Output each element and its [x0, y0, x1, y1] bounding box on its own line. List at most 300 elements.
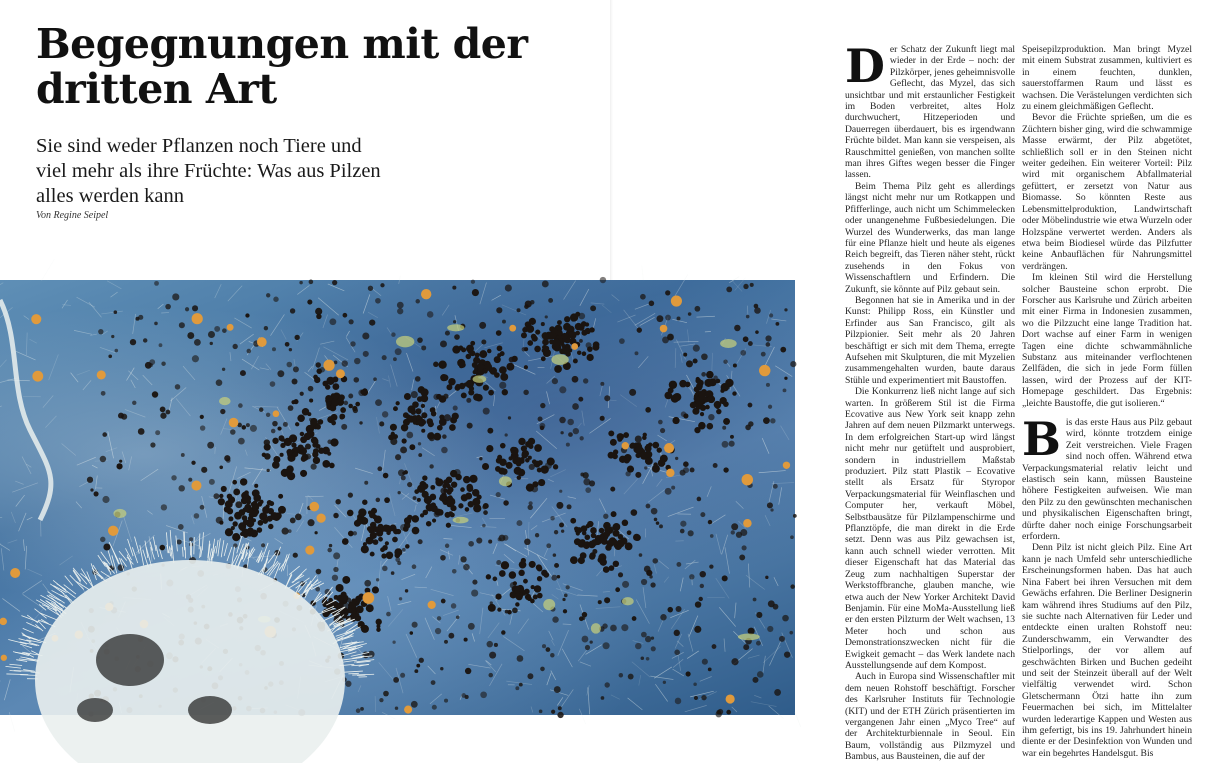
spore-dot — [100, 456, 106, 462]
spore-dot — [334, 595, 339, 600]
spore-dot — [518, 438, 525, 445]
spore-dot — [111, 335, 114, 338]
spore-dot — [680, 529, 685, 534]
spore-dot — [524, 365, 528, 369]
spore-dot — [438, 361, 446, 369]
spore-dot — [556, 365, 560, 369]
spore-dot — [327, 452, 331, 456]
spore-dot — [460, 487, 465, 492]
mycelium-thread — [221, 419, 227, 435]
sprout — [622, 597, 634, 605]
mycelium-thread — [260, 368, 269, 370]
spore-dot — [94, 491, 99, 496]
spore-dot — [554, 530, 558, 534]
spore-dot — [353, 531, 357, 535]
spore-dot — [341, 612, 347, 618]
spore-dot — [259, 512, 267, 520]
mycelium-thread — [528, 356, 553, 361]
spore-dot — [566, 585, 570, 589]
spore-dot — [427, 311, 434, 318]
spore-dot — [440, 667, 443, 670]
spore-dot — [499, 570, 506, 577]
spore-dot — [458, 503, 463, 508]
spore-dot — [327, 548, 332, 553]
spore-dot — [577, 350, 581, 354]
spore-dot — [510, 447, 518, 455]
spore-dot — [582, 612, 587, 617]
spore-dot — [402, 438, 407, 443]
spore-dot — [342, 576, 350, 584]
spore-dot — [622, 520, 629, 527]
mycelium-thread — [443, 539, 452, 540]
mycelium-thread — [107, 281, 121, 289]
spore-dot — [625, 471, 630, 476]
spore-dot — [412, 418, 417, 423]
mycelium-fringe — [344, 671, 363, 672]
spore-dot — [642, 435, 647, 440]
spore-dot — [571, 318, 575, 322]
spore-dot — [557, 320, 562, 325]
spore-dot — [608, 430, 614, 436]
spore-dot — [517, 308, 521, 312]
spore-dot — [518, 469, 526, 477]
spore-dot — [208, 331, 215, 338]
sprout — [453, 517, 469, 524]
spore-dot — [453, 320, 456, 323]
mycelium-thread — [401, 574, 415, 579]
spore-dot — [722, 575, 728, 581]
spore-dot — [449, 424, 456, 431]
spore-dot — [615, 587, 620, 592]
spore-dot — [433, 394, 439, 400]
spore-dot — [542, 332, 549, 339]
spore-dot — [559, 490, 562, 493]
spore-dot — [700, 412, 704, 416]
spore-dot — [722, 441, 729, 448]
spore-dot — [576, 531, 580, 535]
spore-dot — [790, 361, 796, 367]
spore-dot — [546, 543, 551, 548]
spore-dot — [671, 394, 679, 402]
spore-dot — [360, 707, 364, 711]
spore-dot — [490, 601, 493, 604]
orange-spore — [404, 706, 412, 714]
spore-dot — [375, 399, 382, 406]
spore-dot — [393, 677, 399, 683]
mycelium-blob — [35, 560, 345, 763]
mycelium-thread — [564, 281, 576, 300]
spore-dot — [629, 389, 636, 396]
mycelium-thread — [580, 289, 589, 306]
spore-dot — [160, 413, 166, 419]
spore-dot — [688, 312, 692, 316]
column-1-first-paragraph — [845, 44, 1015, 181]
spore-dot — [557, 712, 563, 718]
mycelium-thread — [687, 329, 689, 342]
spore-dot — [638, 442, 641, 445]
sprout — [447, 324, 464, 331]
mycelium-fringe — [6, 674, 28, 675]
mycelium-thread — [769, 641, 780, 665]
spore-dot — [440, 495, 446, 501]
spore-dot — [300, 470, 307, 477]
mycelium-thread — [129, 456, 132, 470]
spore-dot — [580, 436, 584, 440]
spore-dot — [572, 376, 579, 383]
spore-dot — [763, 417, 770, 424]
spore-dot — [356, 708, 361, 713]
spore-dot — [553, 553, 557, 557]
spore-dot — [463, 564, 470, 571]
spore-dot — [347, 510, 354, 517]
mycelium-thread — [100, 347, 116, 352]
mycelium-thread — [472, 633, 474, 641]
spore-dot — [743, 284, 748, 289]
mycelium-thread — [668, 507, 694, 517]
spore-dot — [370, 552, 375, 557]
spore-dot — [542, 644, 546, 648]
spore-dot — [568, 432, 573, 437]
spore-dot — [194, 339, 201, 346]
mycelium-thread — [141, 469, 158, 481]
spore-dot — [517, 655, 524, 662]
spore-dot — [635, 643, 641, 649]
mycelium-thread — [110, 292, 117, 297]
spore-dot — [742, 545, 747, 550]
spore-dot — [145, 362, 152, 369]
spore-dot — [250, 529, 258, 537]
spore-dot — [393, 406, 398, 411]
mycelium-thread — [143, 375, 153, 385]
mycelium-fringe — [66, 595, 74, 603]
spore-dot — [266, 413, 270, 417]
spore-dot — [332, 575, 338, 581]
mycelium-thread — [415, 505, 417, 512]
mycelium-fringe — [295, 569, 307, 581]
spore-dot — [343, 313, 348, 318]
mycelium-thread — [426, 567, 432, 579]
spore-dot — [471, 280, 475, 284]
mycelium-thread — [15, 481, 23, 484]
article-subheadline: Sie sind weder Pflanzen noch Tiere und viel mehr als ihre Früchte: Was aus Pilzen alles werden kann — [36, 134, 396, 209]
mycelium-thread — [0, 360, 7, 373]
spore-dot — [538, 416, 543, 421]
spore-dot — [200, 505, 205, 510]
spore-dot — [644, 466, 647, 469]
mycelium-thread — [675, 634, 682, 649]
spore-dot — [421, 345, 426, 350]
mycelium-thread — [468, 664, 490, 668]
spore-dot — [136, 317, 140, 321]
spore-dot — [519, 588, 524, 593]
spore-dot — [273, 297, 278, 302]
spore-dot — [289, 348, 292, 351]
spore-dot — [318, 419, 324, 425]
spore-dot — [516, 520, 522, 526]
mycelium-thread — [367, 380, 376, 395]
mycelium-fringe — [221, 540, 224, 557]
mycelium-thread — [603, 591, 610, 592]
spore-dot — [314, 377, 320, 383]
spore-dot — [579, 339, 583, 343]
spore-dot — [181, 453, 185, 457]
spore-dot — [421, 429, 425, 433]
spore-dot — [694, 387, 700, 393]
spore-dot — [435, 477, 439, 481]
spore-dot — [640, 294, 646, 300]
spore-dot — [361, 625, 369, 633]
spore-dot — [765, 335, 771, 341]
mycelium-fringe — [108, 550, 113, 567]
spore-dot — [469, 386, 474, 391]
spore-dot — [409, 444, 415, 450]
mycelium-thread — [62, 443, 76, 455]
spore-dot — [376, 498, 381, 503]
spore-dot — [412, 622, 418, 628]
mycelium-thread — [632, 662, 650, 677]
mycelium-thread — [19, 513, 27, 531]
spore-dot — [564, 316, 570, 322]
spore-dot — [529, 319, 533, 323]
spore-dot — [259, 407, 263, 411]
spore-dot — [739, 554, 745, 560]
paragraph: Im kleinen Stil wird die Herstellung solcher Bausteine schon erprobt. Die Forscher aus Karlsruhe und Zürich arbeiten mit einer Firma in Indonesien zusammen, wo die Pilzzucht eine lange Tradition hat. Dort wachse auf einer Farm in wenigen Tagen eine dichte schwammähnliche Substanz aus miteinander verflochtenen Zellfäden, die sich in jede Form füllen lassen, wird der Prozess auf der KIT-Homepage geschildert. Das Ergebnis: „leichte Baustoffe, die gut isolieren.“ — [1022, 272, 1192, 409]
spore-dot — [595, 539, 601, 545]
spore-dot — [779, 636, 785, 642]
spore-dot — [604, 682, 609, 687]
spore-dot — [534, 585, 541, 592]
mycelium-thread — [659, 561, 669, 569]
spore-dot — [452, 569, 457, 574]
paragraph: Begonnen hat sie in Amerika und in der Kunst: Philipp Ross, ein Künstler und Erfinder aus San Francisco, gilt als Pilzpionier. Seit mehr als 20 Jahren beschäftigt er sich mit dem Thema, erregte Aufsehen mit Skulpturen, die mit Myzelien zusammengehalten wurden, baute daraus Stühle und experimentiert mit Baustoffen. — [845, 295, 1015, 386]
spore-dot — [435, 628, 441, 634]
mycelium-thread — [1, 548, 4, 570]
spore-dot — [326, 377, 334, 385]
spore-dot — [722, 426, 726, 430]
mycelium-thread — [388, 609, 403, 626]
spore-dot — [542, 281, 549, 288]
spore-dot — [479, 350, 487, 358]
spore-dot — [430, 407, 435, 412]
spore-dot — [460, 556, 466, 562]
spore-dot — [444, 414, 451, 421]
spore-dot — [252, 511, 258, 517]
mycelium-thread — [382, 379, 389, 381]
spore-dot — [185, 307, 189, 311]
spore-dot — [774, 689, 781, 696]
spore-dot — [465, 668, 471, 674]
spore-dot — [686, 671, 691, 676]
spore-dot — [495, 594, 501, 600]
mycelium-thread — [125, 409, 146, 417]
spore-dot — [373, 377, 377, 381]
spore-dot — [486, 574, 491, 579]
spore-dot — [526, 325, 534, 333]
spore-dot — [468, 623, 475, 630]
spore-dot — [769, 313, 773, 317]
spore-dot — [561, 529, 564, 532]
spore-dot — [726, 710, 731, 715]
spore-dot — [348, 492, 353, 497]
spore-dot — [297, 414, 305, 422]
spore-dot — [708, 414, 714, 420]
spore-dot — [551, 710, 555, 714]
orange-spore — [191, 481, 201, 491]
spore-dot — [654, 518, 658, 522]
spore-dot — [659, 524, 663, 528]
spore-dot — [300, 392, 304, 396]
spore-dot — [768, 600, 775, 607]
spore-dot — [755, 330, 759, 334]
spore-dot — [581, 321, 587, 327]
spore-dot — [467, 485, 474, 492]
paragraph: Bevor die Früchte sprießen, um die es Züchtern bisher ging, wird die schwammige Masse erwärmt, der Pilz abgetötet, schließlich soll er in den Steinen nicht weiter gedeihen. Ein weiterer Vorteil: Pilz wird mit organischem Abfallmaterial gefüttert, er zersetzt von Natur aus Biomasse. So könnten Reste aus Lebensmittelproduktion, Landwirtschaft oder Möbelindustrie wie etwa Wurzeln oder Holzspäne verwertet werden. Anders als etwa beim Biodiesel würde das Pilzfutter keine Anbauflächen für Nahrungsmittel verdrängen. — [1022, 112, 1192, 272]
mycelium-thread — [557, 697, 563, 705]
spore-dot — [479, 457, 482, 460]
spore-dot — [214, 326, 220, 332]
sprout — [551, 354, 568, 365]
spore-dot — [590, 640, 593, 643]
spore-dot — [540, 667, 545, 672]
mycelium-thread — [319, 406, 327, 410]
mycelium-fringe — [156, 545, 159, 557]
mycelium-thread — [512, 364, 535, 374]
spore-dot — [660, 614, 666, 620]
spore-dot — [429, 464, 433, 468]
spore-dot — [200, 425, 205, 430]
spore-dot — [650, 582, 655, 587]
spore-dot — [628, 674, 634, 680]
spore-dot — [689, 574, 694, 579]
orange-spore — [743, 519, 752, 528]
spore-dot — [264, 326, 268, 330]
spore-dot — [382, 545, 388, 551]
spore-dot — [530, 300, 534, 304]
spore-dot — [367, 526, 372, 531]
spore-dot — [446, 384, 452, 390]
spore-dot — [178, 485, 184, 491]
spore-dot — [765, 576, 768, 579]
mycelium-thread — [548, 479, 554, 482]
spore-dot — [483, 385, 489, 391]
mycelium-thread — [425, 618, 434, 640]
spore-dot — [346, 598, 351, 603]
spore-dot — [403, 412, 409, 418]
mycelium-thread — [716, 578, 729, 598]
spore-dot — [415, 408, 421, 414]
spore-dot — [221, 486, 227, 492]
spore-dot — [318, 448, 324, 454]
paragraph: Denn Pilz ist nicht gleich Pilz. Eine Art kann je nach Umfeld sehr unterschiedliche Erscheinungsformen haben. Das hat auch Nina Fabert bei ihren Versuchen mit dem Gewächs erfahren. Die Berliner Designerin kam während ihres Studiums auf den Pilz, sie suchte nach Alternativen für Leder und entdeckte einen uralten Rohstoff neu: Zunderschwamm, ein Verwandter des Stielporlings, der vor allem auf geschwächten Birken und Buchen gedeiht und seit der Steinzeit überall auf der Welt vielfältig verwendet wird. Schon Gletschermann Ötzi hatte ihn zum Feuermachen bei sich, im Mittelalter wurden lederartige Kappen und Westen aus ihm gefertigt, bis ins 19. Jahrhundert hinein diente er der Desinfektion von Wunden und war ein begehrtes Handelsgut. Bis — [1022, 542, 1192, 759]
spore-dot — [154, 322, 158, 326]
mycelium-thread — [266, 364, 271, 370]
spore-dot — [473, 394, 480, 401]
spore-dot — [699, 392, 706, 399]
mycelium-thread — [650, 676, 673, 679]
spore-dot — [567, 504, 572, 509]
spore-dot — [391, 432, 395, 436]
spore-dot — [509, 357, 515, 363]
spore-dot — [359, 421, 362, 424]
spore-dot — [228, 516, 233, 521]
spore-dot — [707, 395, 715, 403]
spore-dot — [232, 521, 237, 526]
paragraph: Speisepilzproduktion. Man bringt Myzel mit einem Substrat zusammen, kultiviert es in einem feuchten, dunklen, sauerstoffarmen Raum und lässt es wachsen. Die Verästelungen verdichten sich zu einem gleichmäßigen Geflecht. — [1022, 44, 1192, 112]
spore-dot — [753, 598, 757, 602]
spore-dot — [356, 597, 362, 603]
dropcap-d: D — [845, 46, 885, 86]
mycelium-thread — [664, 577, 669, 583]
spore-dot — [603, 514, 608, 519]
spore-dot — [523, 390, 528, 395]
spore-dot — [326, 402, 331, 407]
spore-dot — [600, 416, 605, 421]
spore-dot — [563, 609, 567, 613]
spore-dot — [150, 442, 155, 447]
spore-dot — [171, 475, 176, 480]
mycelium-thread — [724, 639, 725, 652]
mycelium-thread — [624, 310, 639, 330]
spore-dot — [426, 521, 431, 526]
spore-dot — [238, 438, 245, 445]
spore-dot — [542, 339, 549, 346]
spore-dot — [662, 455, 667, 460]
spore-dot — [468, 348, 474, 354]
spore-dot — [623, 432, 629, 438]
spore-dot — [395, 706, 398, 709]
spore-dot — [461, 347, 466, 352]
spore-dot — [641, 657, 645, 661]
spore-dot — [731, 658, 738, 665]
spore-dot — [499, 366, 507, 374]
spore-dot — [465, 492, 472, 499]
mycelium-thread — [579, 709, 585, 724]
spore-dot — [500, 373, 508, 381]
spore-dot — [743, 644, 749, 650]
mycelium-thread — [27, 517, 33, 520]
spore-dot — [556, 502, 563, 509]
spore-dot — [440, 488, 447, 495]
spore-dot — [446, 523, 451, 528]
spore-dot — [333, 513, 338, 518]
paragraph: Die Konkurrenz ließ nicht lange auf sich warten. In größerem Stil ist die Firma Ecovative aus New York seit knapp zehn Jahren auf dem neuen Pilzmarkt unterwegs. In dem erfolgreichen Start-up wird längst nicht mehr nur getüftelt und ausprobiert, sondern in industriellem Maßstab produziert. Pilz statt Plastik – Ecovative stellt als Ersatz für Styropor Verpackungsmaterial für Weinflaschen und Computer her, verkauft Möbel, Selbstbausätze für Pilzlampenschirme und Pflanztöpfe, die man direkt in die Erde setzt. Denn was aus Pilz gewachsen ist, kann auch schnell wieder verrotten. Mit dieser Eigenschaft hat das Material das Zeug zum nachhaltigen Superstar der Werkstoffbranche, glauben manche, wie etwa auch der New Yorker Architekt David Benjamin. Für eine MoMa-Ausstellung ließ er den ersten Pilzturm der Welt wachsen, 13 Meter hoch und schon aus Demonstrationszwecken nicht für die Ewigkeit gemacht – das Werk landete nach Ausstellungsende auf dem Kompost. — [845, 386, 1015, 671]
spore-dot — [233, 543, 238, 548]
spore-dot — [335, 499, 340, 504]
mycelium-thread — [716, 534, 721, 554]
spore-dot — [731, 530, 735, 534]
spore-dot — [701, 353, 708, 360]
spore-dot — [609, 527, 614, 532]
spore-dot — [709, 564, 713, 568]
spore-dot — [420, 513, 424, 517]
spore-dot — [510, 582, 516, 588]
spore-dot — [535, 533, 539, 537]
spore-dot — [773, 484, 778, 489]
spore-dot — [534, 346, 541, 353]
spore-dot — [702, 659, 708, 665]
spore-dot — [660, 428, 665, 433]
spore-dot — [224, 455, 230, 461]
spore-dot — [293, 366, 299, 372]
mycelium-fringe — [20, 644, 32, 648]
spore-dot — [734, 325, 740, 331]
mycelium-thread — [95, 476, 97, 490]
mycelium-thread — [588, 687, 590, 714]
spore-dot — [551, 575, 557, 581]
spore-dot — [732, 391, 736, 395]
spore-dot — [589, 480, 595, 486]
spore-dot — [472, 289, 479, 296]
